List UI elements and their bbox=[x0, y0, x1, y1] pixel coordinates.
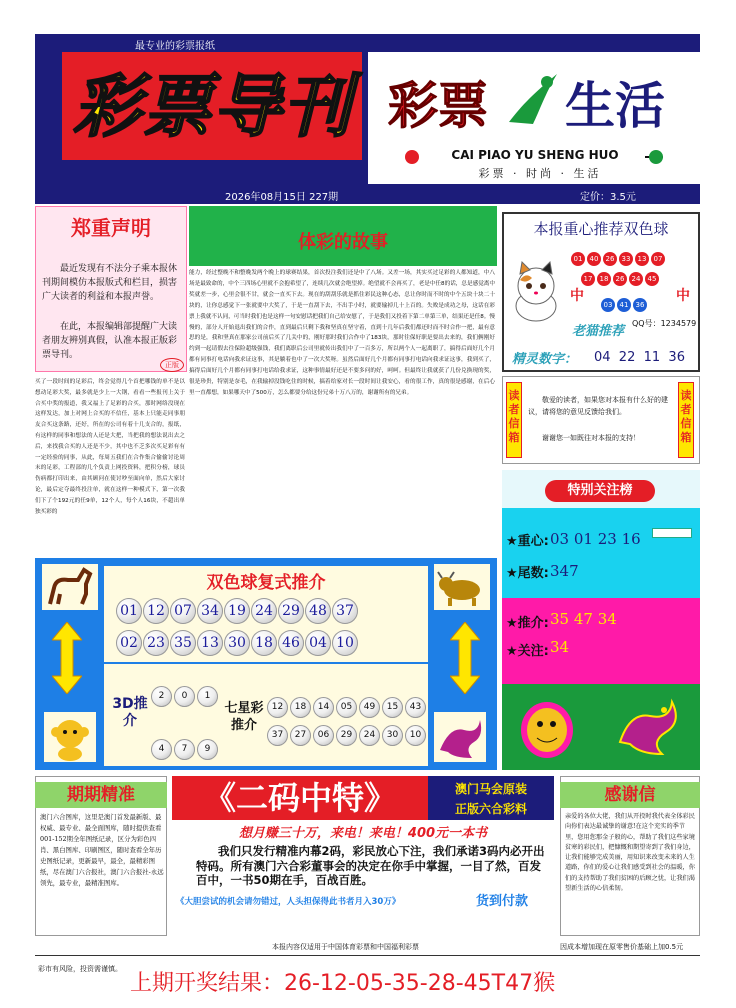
number-ball: 46 bbox=[278, 630, 304, 656]
thanks-title: 感谢信 bbox=[560, 782, 700, 808]
story-body-left: 买了一段时间的足彩后，终会觉得几个首把哪钱的单不是以想动足彩大奖，最多就是少上一大钢，看看一些报刊上关于合买中奖的报道，我又福上了足彩的合买，那时网络没现在这样发达，加上对网上合买的不信任，基本上只能走同事朋友合买这条路，还好，所在的公司有着十几支合的，报纸，有这样的同事和想法的人还是大把，当把我的想法说出去之后，来找我合买的人还是不少，其中也不乏多次买足彩有有一定经验的同事，从此，每周五我们在合作集合偷偷讨论周末的足彩，工程部的几个负责上网投资料，把积分榜，球员伤病都打印出来，由其顾问在使讨吵至面向单，然后大家讨论，最后定夺最终投注单，就在这样一种模式下，第一次我们下了个192元的任9单，12个人，每个人16块，不超出单独买彩的 bbox=[35, 379, 185, 515]
dsq-label-left: 中 bbox=[570, 288, 584, 304]
ad-pay: 货到付款 bbox=[476, 894, 529, 909]
cat-illustration bbox=[508, 260, 564, 322]
dragon-icon bbox=[610, 692, 686, 760]
dsq-blue-balls bbox=[600, 292, 670, 313]
number-ball: 29 bbox=[278, 598, 304, 624]
number-ball: 35 bbox=[170, 630, 196, 656]
dsq-lucky-label: 精灵数字： bbox=[512, 352, 578, 367]
notice-title: 郑重声明 bbox=[71, 216, 151, 240]
red-ball: 26 bbox=[603, 252, 617, 266]
jingzhun-body: 澳门六合图库，这里是澳门首发最新版、最权威、最专业、最全面图库，随时提供查看001-152期全年图纸记录，区分为彩色四肖、黑白图库、印刷图区，随时查看全年历史图纸记录，更新最早，最全，最精彩图纸，尽在澳门六合报社，澳门六合报社-永远领先，最专业，最精准图库。 bbox=[40, 813, 164, 887]
qxc-row-1 bbox=[266, 694, 432, 719]
issue-price: 定价：3.5元 bbox=[580, 192, 636, 203]
fushi-row-2 bbox=[116, 630, 426, 656]
jingzhun-title: 期期精准 bbox=[35, 782, 167, 808]
reader-text2: 谢谢您一如既往对本报的支持！ bbox=[542, 434, 640, 442]
d3-ball: 7 bbox=[174, 739, 195, 760]
number-ball: 01 bbox=[116, 598, 142, 624]
qxc-ball: 37 bbox=[267, 725, 288, 746]
qxc-ball: 30 bbox=[382, 725, 403, 746]
ad-subtitle: 想月赚三十万，来电！来电！400元一本书 bbox=[238, 826, 488, 841]
qxc-ball: 27 bbox=[290, 725, 311, 746]
d3-ball: 9 bbox=[197, 739, 218, 760]
special-r1-value: 03 01 23 16 bbox=[550, 530, 641, 548]
fushi-divider bbox=[104, 662, 428, 664]
logo-pinyin: CAI PIAO YU SHENG HUO bbox=[425, 148, 645, 162]
reader-label-left: 读者信箱 bbox=[506, 382, 522, 458]
horse-icon bbox=[42, 564, 98, 610]
d3-row-1 bbox=[150, 683, 220, 708]
logo-text: 彩票 bbox=[388, 76, 488, 135]
notice-p2: 在此，本报编辑部提醒广大读者朋友辨别真假，认准本报正版彩票导刊。 bbox=[42, 322, 178, 360]
d3-ball: 0 bbox=[174, 686, 195, 707]
special-row-1 bbox=[502, 508, 700, 598]
footer-line-2: 因成本增加现在原零售价基础上加0.5元 bbox=[560, 943, 684, 951]
blue-ball: 36 bbox=[633, 298, 647, 312]
red-ball: 24 bbox=[629, 272, 643, 286]
special-bar bbox=[652, 528, 692, 538]
fushi-title: 双色球复式推介 bbox=[206, 573, 326, 593]
fushi-row-1 bbox=[116, 598, 426, 624]
qxc-ball: 29 bbox=[336, 725, 357, 746]
special-r3-value: 35 47 34 bbox=[550, 610, 617, 628]
logo-swoosh bbox=[503, 64, 563, 134]
story-body-right: 能力，经过整晚不和整晚发两个晚上的球赛结果，首次投注我们还是中了八场。又差一场，其实买过足彩的人都知道，中八场是最致命的，中个三四场心里就不会抱希望了，连续几次就会绝望掉。绝望就不会再买了，老是中任8的话，总是感觉离中奖就差一步，心里会很不甘，就会一直买下去。现在的刮刮乐就是抓住彩民这种心态，总让你时而不时的中个五块十块二十块的，让你总感觉下一张就要中大奖了，于是一直刮下去，不出手小时，就要输掉几十上百的。失败是成功之母，这话在彩票上我就不认同，可当时我们也是这样一句安慰话把我们自己给安慰了，于是我们又投着下第二单第三单，结果还是任8。慢慢的，部分人开始退出我们的合作，直到最后只剩下我和坚真在坚守着，直到十几年后我们都还时而不时合作一把，最有意思的是，我和坚真在那家公司前后买了几关中的，刚好那时我们合作中了183块，那时往保好职是要出去来的，我们俩刚好约到一起请假去往保险超级强钱，我们离职后公司里就传出我们中了一百多万，所以两个人一起离职了，搞得后面好几个月都有同事打电话向我求证这事，其是躺着也中了一次大奖呀。虽然后面好几个月都有同事打电话向我求证这事，我到买了，搞得后面好几个月都有同事打电话给我求证，这种事情最好还是不要多问的好，呵呵。但最终让我就获了几份兑换现的奖，很是珍贵，特别是奈毛，在我输掉没钱吃住的时候，搞着给家对长一段时间让我安心，看的很工作，真的很是感谢，在后心里一直都想，如果哪天中了500万，怎么都要分给这份兄弟十万八万的，谢谢所有的兄弟。 bbox=[189, 270, 495, 396]
qxc-ball: 49 bbox=[359, 697, 380, 718]
monkey-icon bbox=[44, 712, 96, 762]
number-ball: 18 bbox=[251, 630, 277, 656]
number-ball: 07 bbox=[170, 598, 196, 624]
footer-line-1: 本报内容仅适用于中国体育彩票和中国福利彩票 bbox=[272, 943, 419, 951]
ad-side-1: 澳门马会原装 bbox=[454, 782, 527, 796]
red-ball: 45 bbox=[645, 272, 659, 286]
issue-date: 2026年08月15日 227期 bbox=[225, 192, 339, 203]
qxc-ball: 14 bbox=[313, 697, 334, 718]
special-r1-label: ★重心: bbox=[506, 534, 549, 549]
footer-rule bbox=[35, 955, 700, 956]
ox-icon bbox=[434, 564, 490, 610]
story-title: 体彩的故事 bbox=[298, 232, 388, 253]
red-ball: 13 bbox=[635, 252, 649, 266]
number-ball: 24 bbox=[251, 598, 277, 624]
number-ball: 04 bbox=[305, 630, 331, 656]
d3-ball: 2 bbox=[151, 686, 172, 707]
thanks-body: 亲爱的各位大佬，我们从开投时我代表全体彩民向你们表达最诚挚的谢意!在这个充实的季节里，您用您那金子般的心，帮助了我们这些家境贫寒的彩民们，把慷慨和期望寄到了我们身边，让我们能够完成美丽，用知识来改变未来的人生道路，你们的爱心让我们感受到社会的温暖，你们的支持帮助了我们贫困的后顾之忧，让我们渴望新生活的心信柔韧。 bbox=[565, 813, 695, 893]
logo-text2: 生活 bbox=[565, 76, 665, 135]
dsq-red-balls bbox=[570, 246, 695, 267]
qxc-ball: 43 bbox=[405, 697, 426, 718]
red-ball: 01 bbox=[571, 252, 585, 266]
ad-side-2: 正版六合彩料 bbox=[454, 802, 527, 816]
footer-risk: 彩市有风险，投资需谨慎。 bbox=[38, 965, 122, 973]
special-title: 特别关注榜 bbox=[545, 480, 655, 502]
d3-label: 3D推介 bbox=[112, 696, 148, 729]
blue-ball: 03 bbox=[601, 298, 615, 312]
number-ball: 48 bbox=[305, 598, 331, 624]
rat-icon bbox=[515, 690, 579, 762]
red-ball: 17 bbox=[581, 272, 595, 286]
blue-ball: 41 bbox=[617, 298, 631, 312]
arrow-left-icon bbox=[52, 622, 82, 694]
red-ball: 07 bbox=[651, 252, 665, 266]
qxc-ball: 10 bbox=[405, 725, 426, 746]
notice-stamp: 正版 bbox=[160, 358, 184, 372]
qxc-ball: 12 bbox=[267, 697, 288, 718]
red-ball: 40 bbox=[587, 252, 601, 266]
number-ball: 02 bbox=[116, 630, 142, 656]
reader-text1: 敬爱的读者，如果您对本报有什么好的建议，请将您的意见反馈给我们。 bbox=[528, 396, 668, 416]
dsq-recommender: 老猫推荐 bbox=[572, 324, 625, 339]
special-r4-value: 34 bbox=[550, 638, 570, 656]
special-r3-label: ★推介: bbox=[506, 616, 549, 631]
number-ball: 23 bbox=[143, 630, 169, 656]
number-ball: 37 bbox=[332, 598, 358, 624]
draw-result: 上期开奖结果：26-12-05-35-28-45T47猴 bbox=[130, 971, 556, 996]
dsq-title: 本报重心推荐双色球 bbox=[533, 220, 669, 238]
d3-ball: 1 bbox=[197, 686, 218, 707]
dsq-red-balls-2 bbox=[580, 266, 690, 287]
special-r2-label: ★尾数: bbox=[506, 566, 549, 581]
d3-ball: 4 bbox=[151, 739, 172, 760]
ad-body: 我们只发行精准内幕2码，彩民放心下注，我们承诺3码内必开出特码。所有澳门六合彩董事会的决定在你手中掌握，一目了然，百发百中，一书50期在手，百战百胜。 bbox=[196, 844, 545, 887]
qxc-ball: 24 bbox=[359, 725, 380, 746]
dsq-qq: QQ号：1234579 bbox=[632, 319, 697, 328]
reader-box bbox=[502, 376, 700, 464]
number-ball: 10 bbox=[332, 630, 358, 656]
number-ball: 30 bbox=[224, 630, 250, 656]
special-r4-label: ★关注: bbox=[506, 644, 549, 659]
masthead-title: 彩票导刊 bbox=[72, 67, 353, 147]
special-r2-value: 347 bbox=[550, 562, 579, 580]
ad-footer: 《大胆尝试的机会请勿错过，人头担保得此书者月入30万》 bbox=[176, 897, 401, 907]
qxc-label: 七星彩推介 bbox=[224, 701, 264, 733]
logo-tagline: 彩票 · 时尚 · 生活 bbox=[478, 167, 602, 180]
ad-title: 《二码中特》 bbox=[172, 776, 428, 820]
number-ball: 12 bbox=[143, 598, 169, 624]
notice-p1: 最近发现有不法分子乘本报休刊期间模仿本报版式和栏目，损害广大读者的利益和本报声誉。 bbox=[42, 264, 178, 302]
header-slogan: 最专业的彩票报纸 bbox=[135, 41, 215, 52]
d3-row-2 bbox=[150, 736, 220, 761]
qxc-row-2 bbox=[266, 722, 432, 747]
reader-label-right: 读者信箱 bbox=[678, 382, 694, 458]
number-ball: 13 bbox=[197, 630, 223, 656]
dsq-label-right: 中 bbox=[676, 288, 690, 304]
qxc-ball: 15 bbox=[382, 697, 403, 718]
dragon-small-icon bbox=[434, 712, 486, 762]
number-ball: 19 bbox=[224, 598, 250, 624]
qxc-ball: 06 bbox=[313, 725, 334, 746]
number-ball: 34 bbox=[197, 598, 223, 624]
red-ball: 18 bbox=[597, 272, 611, 286]
qxc-ball: 05 bbox=[336, 697, 357, 718]
arrow-right-icon bbox=[450, 622, 480, 694]
red-ball: 33 bbox=[619, 252, 633, 266]
qxc-ball: 18 bbox=[290, 697, 311, 718]
red-ball: 26 bbox=[613, 272, 627, 286]
dsq-lucky-numbers: 04 22 11 36 bbox=[594, 350, 685, 365]
